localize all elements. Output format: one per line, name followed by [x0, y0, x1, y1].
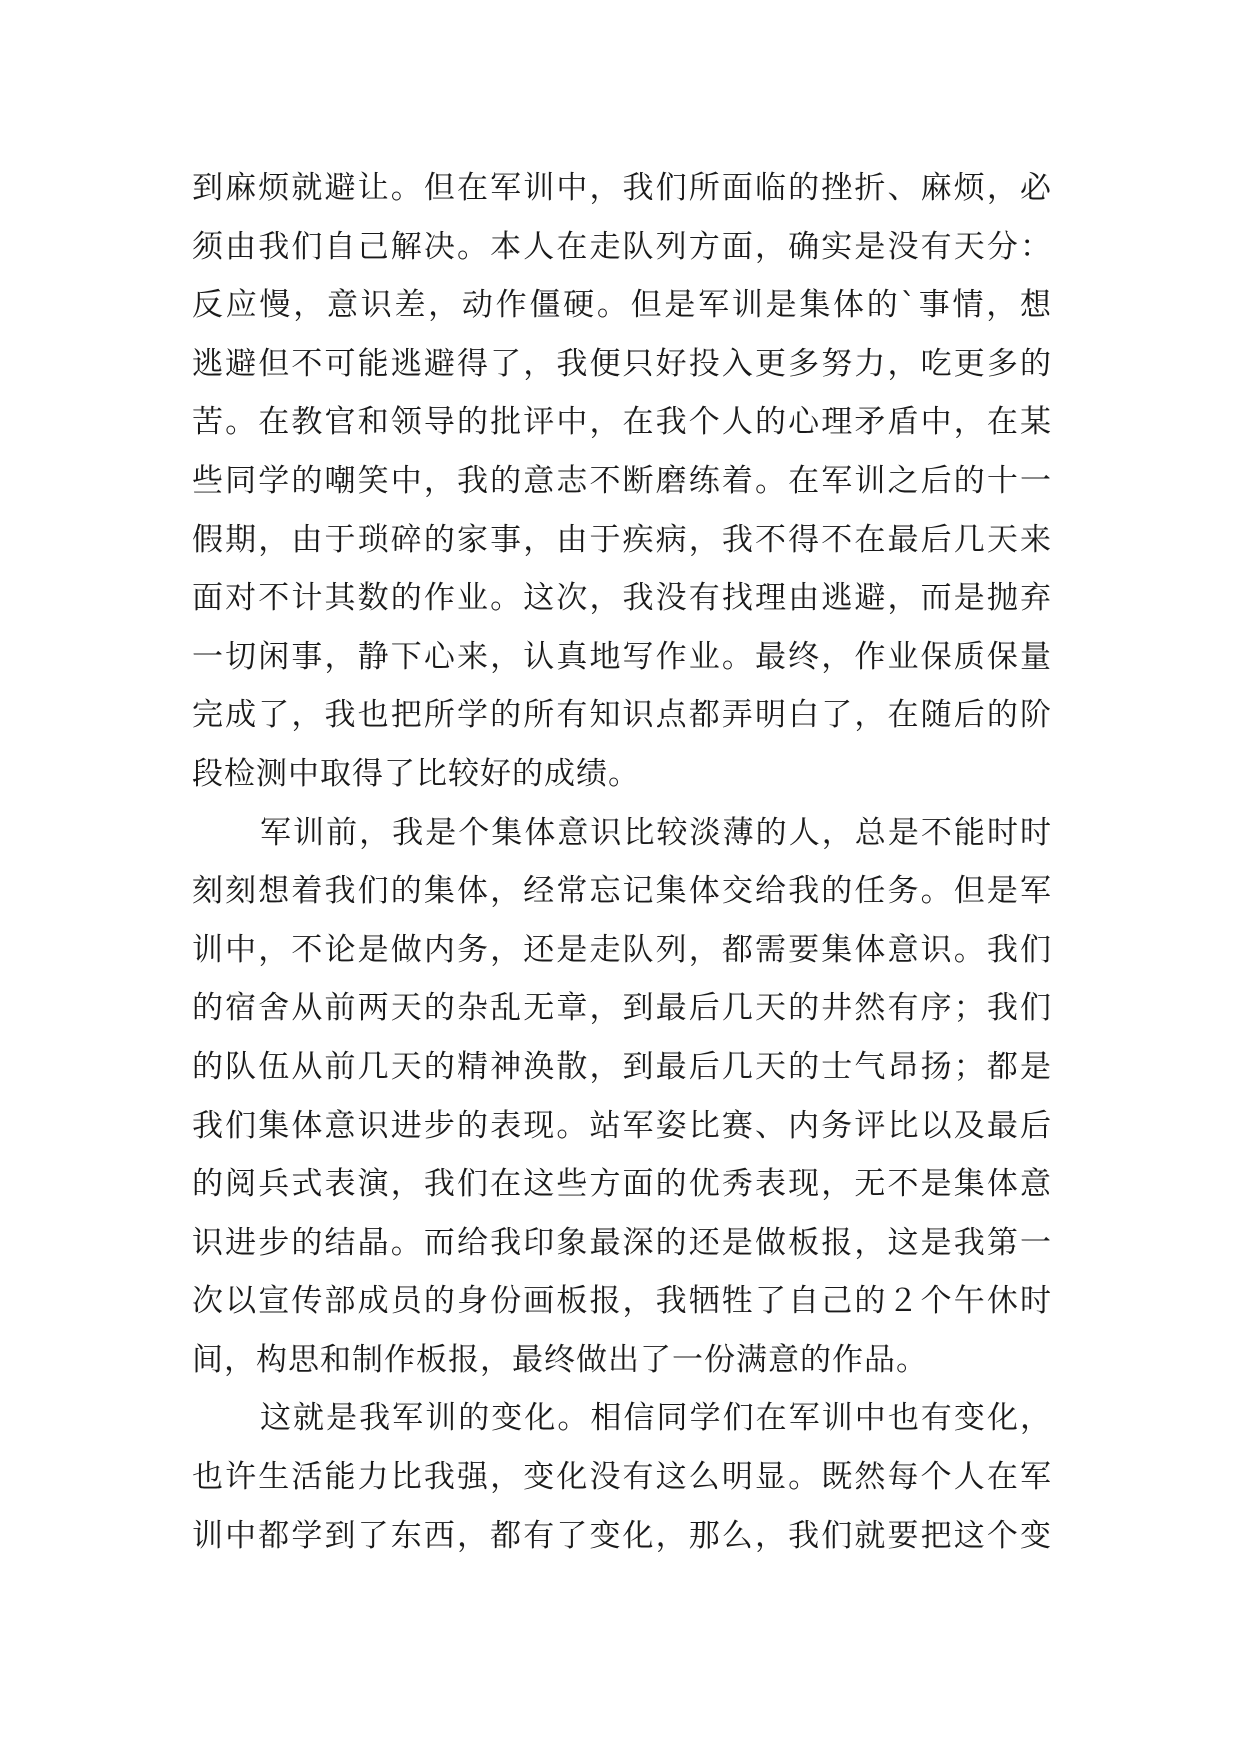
text-line: 到麻烦就避让。但在军训中，我们所面临的挫折、麻烦，必	[192, 170, 1052, 206]
text-line: 军训前，我是个集体意识比较淡薄的人，总是不能时时	[260, 814, 1052, 851]
paragraph	[192, 804, 1052, 1390]
text-line: 面对不计其数的作业。这次，我没有找理由逃避，而是抛弃	[192, 580, 1052, 617]
text-line: 的宿舍从前两天的杂乱无章，到最后几天的井然有序；我们	[192, 990, 1052, 1027]
text-line: 一切闲事，静下心来，认真地写作业。最终，作业保质保量	[192, 638, 1052, 675]
text-line: 假期，由于琐碎的家事，由于疾病，我不得不在最后几天来	[192, 521, 1052, 558]
text-line: 次以宣传部成员的身份画板报，我牺牲了自己的２个午休时	[192, 1283, 1052, 1320]
text-line: 逃避但不可能逃避得了，我便只好投入更多努力，吃更多的	[192, 345, 1052, 382]
paragraph	[192, 159, 1052, 804]
text-line: 些同学的嘲笑中，我的意志不断磨练着。在军训之后的十一	[192, 462, 1052, 499]
text-line: 的队伍从前几天的精神涣散，到最后几天的士气昂扬；都是	[192, 1048, 1052, 1085]
paragraph	[192, 1389, 1052, 1565]
text-line: 反应慢，意识差，动作僵硬。但是军训是集体的`事情，想	[192, 287, 1052, 324]
text-line: 间，构思和制作板报，最终做出了一份满意的作品。	[192, 1341, 928, 1378]
document-body	[192, 159, 1052, 1565]
text-line: 须由我们自己解决。本人在走队列方面，确实是没有天分：	[192, 228, 1052, 265]
text-line: 训中，不论是做内务，还是走队列，都需要集体意识。我们	[192, 931, 1052, 968]
text-line: 苦。在教官和领导的批评中，在我个人的心理矛盾中，在某	[192, 404, 1052, 441]
text-line: 也许生活能力比我强，变化没有这么明显。既然每个人在军	[192, 1459, 1052, 1496]
text-line: 完成了，我也把所学的所有知识点都弄明白了，在随后的阶	[192, 697, 1052, 734]
text-line: 我们集体意识进步的表现。站军姿比赛、内务评比以及最后	[192, 1107, 1052, 1144]
text-line: 训中都学到了东西，都有了变化，那么，我们就要把这个变	[192, 1517, 1052, 1554]
text-line: 段检测中取得了比较好的成绩。	[192, 755, 640, 792]
text-line: 识进步的结晶。而给我印象最深的还是做板报，这是我第一	[192, 1224, 1052, 1261]
text-line: 这就是我军训的变化。相信同学们在军训中也有变化，	[260, 1400, 1052, 1437]
text-line: 的阅兵式表演，我们在这些方面的优秀表现，无不是集体意	[192, 1166, 1052, 1203]
text-line: 刻刻想着我们的集体，经常忘记集体交给我的任务。但是军	[192, 873, 1052, 910]
